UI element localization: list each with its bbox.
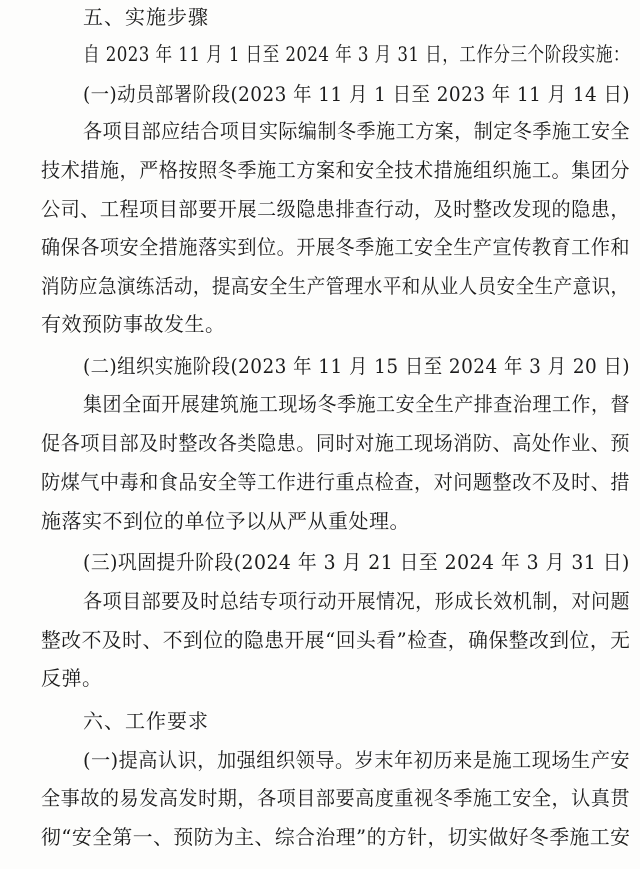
section-heading-work-requirements: 六、工作要求 <box>83 709 209 733</box>
paragraph-line: 自 2023 年 11 月 1 日至 2024 年 3 月 31 日，工作分三个阶段实施： <box>83 42 630 66</box>
paragraph-line: 全事故的易发高发时期，各项目部要高度重视冬季施工安全，认真贯 <box>41 786 630 810</box>
paragraph-line: 反弹。 <box>41 666 103 690</box>
paragraph-line: (一)提高认识，加强组织领导。岁末年初历来是施工现场生产安 <box>83 748 631 772</box>
paragraph-line: 整改不及时、不到位的隐患开展“回头看”检查，确保整改到位，无 <box>41 628 631 652</box>
paragraph-line: 各项目部应结合项目实际编制冬季施工方案，制定冬季施工安全 <box>83 119 631 143</box>
phase-heading-consolidation: (三)巩固提升阶段(2024 年 3 月 21 日至 2024 年 3 月 31 日) <box>83 550 630 574</box>
paragraph-line: 公司、工程项目部要开展二级隐患排查行动，及时整改发现的隐患， <box>41 197 630 221</box>
section-heading-implementation-steps: 五、实施步骤 <box>83 5 209 29</box>
phase-heading-mobilization: (一)动员部署阶段(2023 年 11 月 1 日至 2023 年 11 月 14 日) <box>83 82 631 106</box>
paragraph-line: 确保各项安全措施落实到位。开展冬季施工安全生产宣传教育工作和 <box>41 235 630 259</box>
paragraph-line: 消防应急演练活动，提高安全生产管理水平和从业人员安全生产意识， <box>41 274 630 298</box>
paragraph-line: 各项目部要及时总结专项行动开展情况，形成长效机制，对问题 <box>83 589 631 613</box>
phase-heading-implementation: (二)组织实施阶段(2023 年 11 月 15 日至 2024 年 3 月 20 日) <box>83 354 631 378</box>
paragraph-line: 彻“安全第一、预防为主、综合治理”的方针，切实做好冬季施工安 <box>41 825 631 849</box>
paragraph-line: 防煤气中毒和食品安全等工作进行重点检查，对问题整改不及时、措 <box>41 470 630 494</box>
paragraph-line: 有效预防事故发生。 <box>41 312 226 336</box>
paragraph-line: 集团全面开展建筑施工现场冬季施工安全生产排查治理工作，督 <box>83 392 631 416</box>
paragraph-line: 技术措施，严格按照冬季施工方案和安全技术措施组织施工。集团分 <box>41 158 630 182</box>
paragraph-line: 施落实不到位的单位予以从严从重处理。 <box>41 509 410 533</box>
paragraph-line: 促各项目部及时整改各类隐患。同时对施工现场消防、高处作业、预 <box>41 431 630 455</box>
